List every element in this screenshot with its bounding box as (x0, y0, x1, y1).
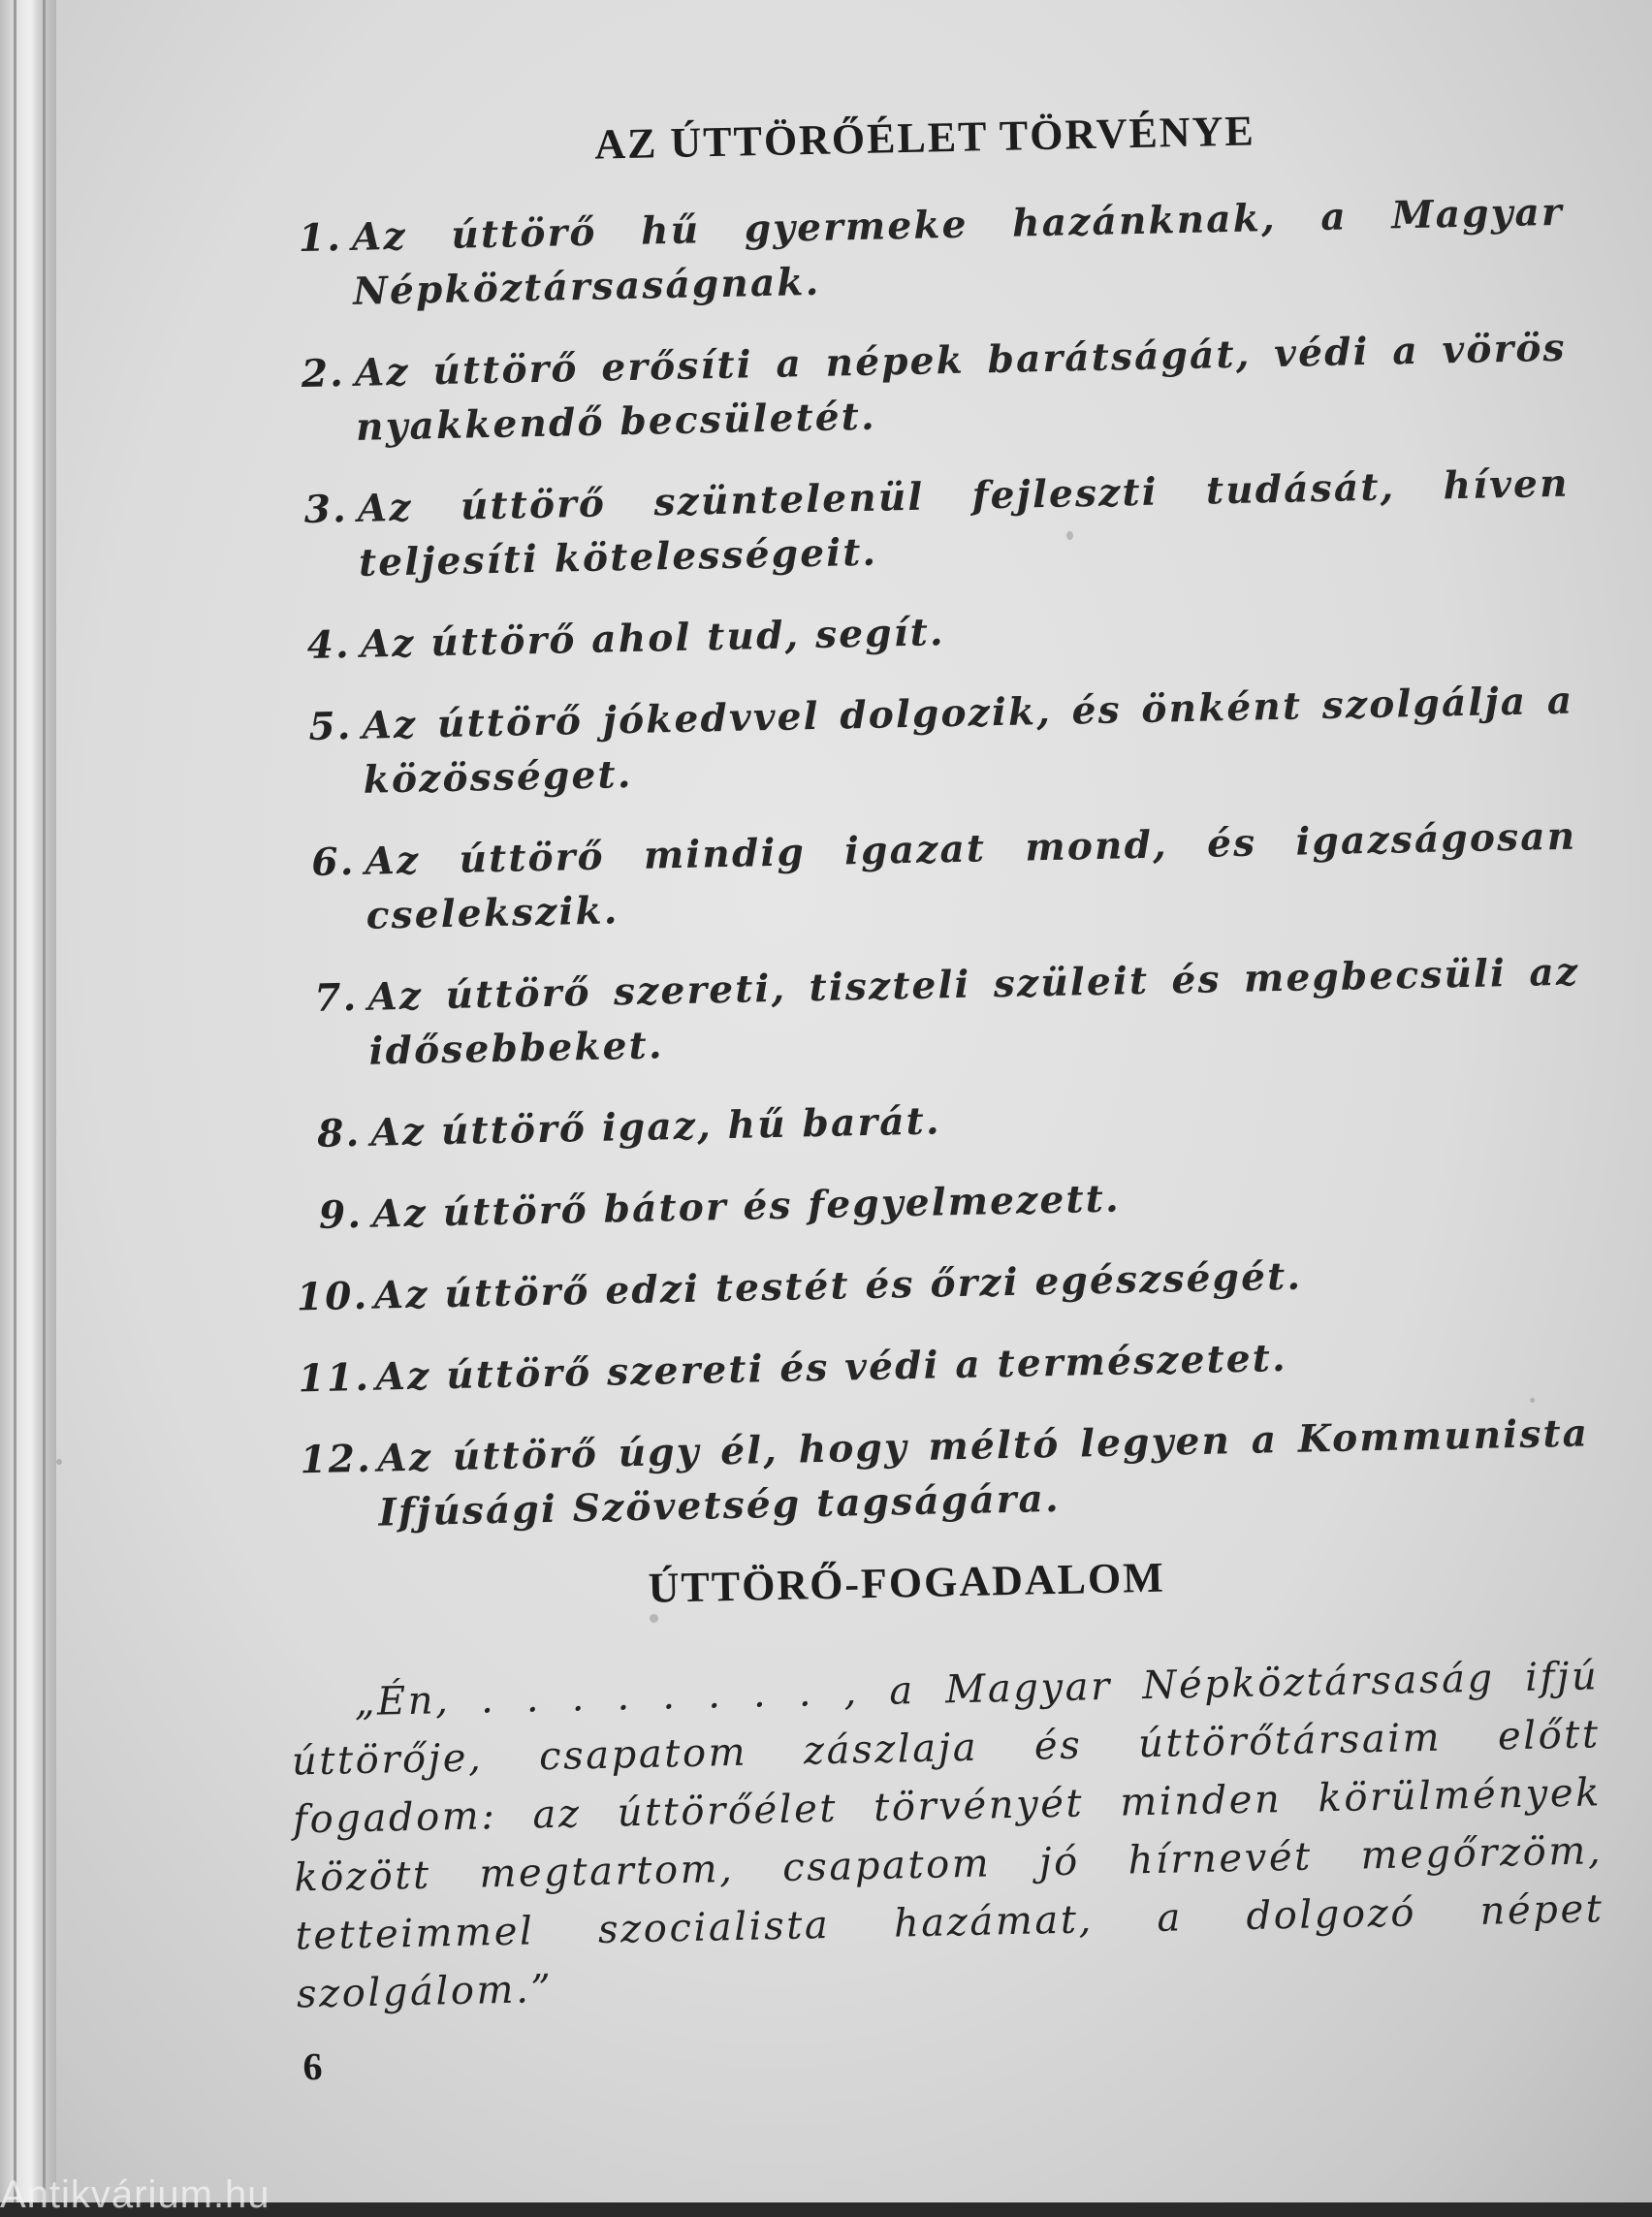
paper-speck (650, 1614, 658, 1623)
law-item (298, 1324, 1588, 1406)
law-text: Az úttörő edzi testét és őrzi egészségét. (373, 1253, 1303, 1318)
law-number: 7. (313, 974, 359, 1021)
paper-speck (1530, 1398, 1535, 1403)
law-text: Az úttörő erősíti a népek barátságát, védi a vörös nyakkendő becsületét. (354, 325, 1568, 450)
law-item (284, 674, 1575, 809)
law-item (273, 185, 1565, 321)
law-item (279, 457, 1571, 592)
page-number: 6 (302, 2043, 323, 2089)
law-number: 9. (318, 1191, 364, 1238)
law-text: Az úttörő mindig igazat mond, és igazságosan cselekszik. (365, 813, 1577, 938)
law-text: Az úttörő úgy él, hogy méltó legyen a Kommunista Ifjúsági Szövetség tagságára. (376, 1410, 1590, 1536)
law-title: AZ ÚTTÖRŐÉLET TÖRVÉNYE (593, 107, 1256, 169)
law-item (296, 1243, 1586, 1324)
vow-title: ÚTTÖRŐ-FOGADALOM (648, 1553, 1166, 1612)
law-text: Az úttörő hű gyermeke hazánknak, a Magyar Népköztársaságnak. (351, 189, 1565, 314)
law-number: 6. (310, 839, 356, 885)
law-text: Az úttörő szereti és védi a természetet. (375, 1335, 1288, 1400)
law-text: Az úttörő igaz, hű barát. (369, 1098, 942, 1156)
law-item (300, 1406, 1591, 1541)
vow-text: „Én, . . . . . . . . , a Magyar Népköztársaság ifjú úttörője, csapatom zászlaja és úttörőtársaim előtt fogadom: az úttörőélet törvényét minden körülmények között megtartom, csapatom jó hírnevét megőrzöm, tetteimmel szocialista hazámat, a dolgozó népet szolgálom.” (291, 1654, 1604, 2017)
law-item (293, 1081, 1583, 1162)
paper-speck (1066, 531, 1073, 540)
law-item (287, 809, 1578, 945)
law-number: 10. (296, 1273, 369, 1320)
law-text: Az úttörő ahol tud, segít. (360, 610, 946, 667)
law-number: 2. (301, 351, 346, 397)
law-list (273, 185, 1591, 1569)
law-text: Az úttörő jókedvvel dolgozik, és önként szolgálja a közösséget. (362, 678, 1574, 803)
law-number: 4. (306, 622, 352, 668)
book-spine (0, 0, 56, 2202)
law-number: 1. (298, 215, 343, 262)
law-item (282, 592, 1573, 674)
law-text: Az úttörő szüntelenül fejleszti tudását, híven teljesíti kötelességeit. (357, 460, 1571, 586)
law-text: Az úttörő szereti, tiszteli szüleit és megbecsüli az idősebbeket. (366, 949, 1580, 1074)
law-number: 8. (316, 1110, 362, 1156)
law-item (295, 1162, 1585, 1244)
law-number: 12. (299, 1436, 373, 1483)
law-item (276, 321, 1568, 457)
law-number: 11. (298, 1354, 371, 1402)
law-number: 3. (303, 487, 349, 532)
book-page (56, 0, 1652, 2202)
law-text: Az úttörő bátor és fegyelmezett. (371, 1176, 1122, 1237)
paper-speck (56, 1459, 62, 1465)
spine-edge-line (14, 0, 16, 2202)
page-content (56, 0, 1652, 2202)
watermark: Antikvárium.hu (0, 2173, 270, 2216)
law-number: 5. (307, 704, 354, 749)
spine-edge-line (43, 0, 46, 2202)
law-item (290, 945, 1581, 1081)
